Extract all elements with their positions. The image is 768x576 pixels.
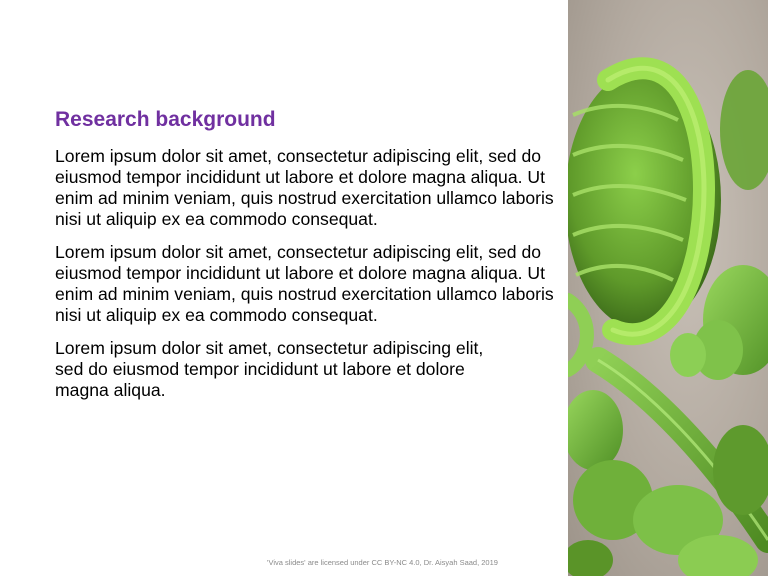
body-paragraph-3: Lorem ipsum dolor sit amet, consectetur adipiscing elit, sed do eiusmod tempor incididunt ut labore et dolore magna aliqua.: [55, 338, 484, 400]
fern-fiddlehead-photo: [568, 0, 768, 576]
body-paragraph-2: Lorem ipsum dolor sit amet, consectetur adipiscing elit, sed do eiusmod tempor incididunt ut labore et dolore magna aliqua. Ut enim ad minim veniam, quis nostrud exercitation ullamco laboris nisi ut aliquip ex ea commodo consequat.: [55, 242, 554, 325]
slide-content: [55, 108, 555, 413]
license-footer: 'Viva slides' are licensed under CC BY-NC 4.0, Dr. Aisyah Saad, 2019: [267, 558, 498, 567]
body-paragraph-1: Lorem ipsum dolor sit amet, consectetur adipiscing elit, sed do eiusmod tempor incididunt ut labore et dolore magna aliqua. Ut enim ad minim veniam, quis nostrud exercitation ullamco laboris nisi ut aliquip ex ea commodo consequat.: [55, 146, 554, 229]
slide-title: Research background: [55, 108, 276, 131]
